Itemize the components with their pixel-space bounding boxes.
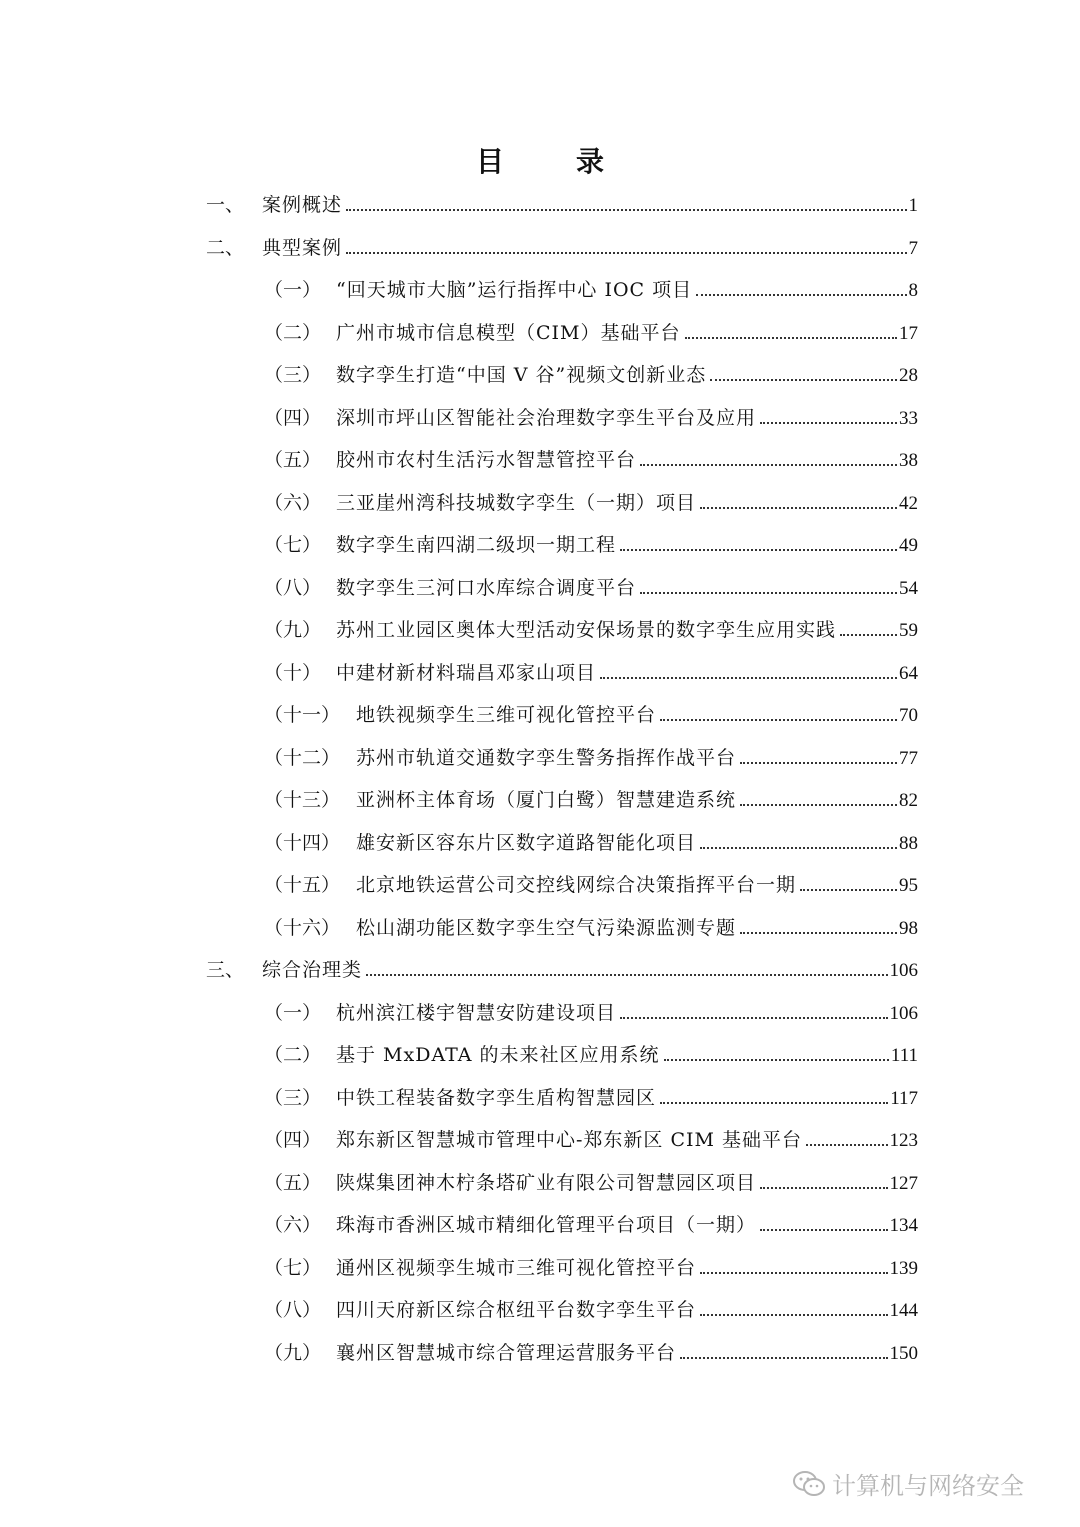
toc-leader (840, 633, 897, 636)
toc-entry[interactable] (264, 275, 918, 302)
toc-leader (760, 1228, 887, 1231)
toc-title: 广州市城市信息模型（CIM）基础平台 (336, 321, 681, 344)
toc-number: （一） (264, 1001, 322, 1024)
toc-entry[interactable] (264, 1338, 918, 1365)
toc-title: 襄州区智慧城市综合管理运营服务平台 (336, 1341, 677, 1364)
toc-leader (700, 506, 897, 509)
toc-entry[interactable] (264, 700, 918, 727)
toc-leader (740, 803, 897, 806)
toc-title: 中建材新材料瑞昌邓家山项目 (336, 661, 597, 684)
toc-leader (700, 846, 897, 849)
toc-leader (640, 463, 897, 466)
toc-title: 数字孪生打造“中国 V 谷”视频文创新业态 (336, 364, 707, 386)
toc-page-number: 82 (899, 790, 918, 811)
toc-title: 陕煤集团神木柠条塔矿业有限公司智慧园区项目 (336, 1171, 757, 1194)
toc-page-number: 38 (899, 450, 918, 471)
toc-number: （九） (264, 619, 322, 641)
toc-leader (696, 293, 906, 296)
toc-number: （四） (264, 406, 322, 429)
toc-number: （九） (264, 1341, 322, 1364)
toc-title: 亚洲杯主体育场（厦门白鹭）智慧建造系统 (356, 789, 737, 811)
toc-page-number: 54 (899, 577, 918, 599)
toc-entry[interactable] (264, 445, 918, 472)
wechat-icon (792, 1470, 826, 1498)
toc-entry[interactable] (264, 785, 918, 812)
toc-title: 雄安新区容东片区数字道路智能化项目 (356, 831, 697, 854)
toc-number: （十二） (264, 746, 341, 769)
toc-number: （十） (264, 661, 322, 684)
toc-entry[interactable] (264, 1040, 918, 1067)
toc-entry[interactable] (264, 658, 918, 685)
toc-number: （十三） (264, 789, 341, 811)
toc-title: 综合治理类 (262, 959, 363, 981)
toc-page-number: 1 (908, 195, 918, 216)
toc-entry[interactable] (264, 870, 918, 897)
toc-leader (620, 1016, 887, 1019)
toc-number: （一） (264, 279, 322, 301)
toc-leader (664, 1058, 889, 1061)
toc-number: （十四） (264, 831, 341, 854)
toc-leader (760, 421, 897, 424)
toc-page-number: 134 (889, 1215, 918, 1236)
toc-number: （二） (264, 321, 322, 344)
toc-section[interactable] (206, 233, 918, 260)
toc-page-number: 70 (899, 705, 918, 726)
toc-title: 深圳市坪山区智能社会治理数字孪生平台及应用 (336, 406, 757, 429)
toc-entry[interactable] (264, 1083, 918, 1110)
toc-entry[interactable] (264, 318, 918, 345)
toc-number: （五） (264, 449, 322, 471)
toc-title: 案例概述 (262, 194, 343, 216)
toc-page-number: 106 (889, 960, 918, 981)
toc-title: 苏州市轨道交通数字孪生警务指挥作战平台 (356, 746, 737, 769)
toc-number: （二） (264, 1044, 322, 1066)
toc-page-number: 42 (899, 492, 918, 514)
toc-number: 三、 (206, 959, 245, 981)
toc-title: 杭州滨江楼宇智慧安防建设项目 (336, 1001, 617, 1024)
toc-leader (660, 1101, 888, 1104)
toc-entry[interactable] (264, 828, 918, 855)
toc-title: 郑东新区智慧城市管理中心-郑东新区 CIM 基础平台 (336, 1129, 802, 1151)
toc-number: 二、 (206, 236, 245, 259)
toc-leader (640, 591, 897, 594)
toc-number: （三） (264, 364, 322, 386)
toc-entry[interactable] (264, 360, 918, 387)
toc-entry[interactable] (264, 1295, 918, 1322)
toc-page-number: 7 (908, 237, 918, 259)
toc-page-number: 144 (889, 1300, 918, 1321)
toc-leader (366, 973, 887, 976)
toc-number: （十一） (264, 704, 341, 726)
toc-page-number: 95 (899, 875, 918, 896)
toc-page-number: 106 (889, 1002, 918, 1024)
toc-title: “回天城市大脑”运行指挥中心 IOC 项目 (336, 279, 693, 301)
toc-leader (685, 336, 898, 339)
toc-number: （五） (264, 1171, 322, 1194)
toc-page-number: 88 (899, 832, 918, 854)
toc-page-number: 150 (889, 1342, 918, 1364)
toc-page-number: 28 (899, 365, 918, 386)
toc-section[interactable] (206, 190, 918, 217)
toc-number: （四） (264, 1129, 322, 1151)
toc-page-number: 49 (899, 535, 918, 556)
toc-number: （七） (264, 534, 322, 556)
toc-number: （七） (264, 1256, 322, 1279)
toc-title: 典型案例 (262, 236, 343, 259)
toc-page-number: 98 (899, 917, 918, 939)
toc-leader (700, 1313, 887, 1316)
toc-entry[interactable] (264, 743, 918, 770)
toc-entry[interactable] (264, 1253, 918, 1280)
toc-leader (346, 251, 906, 254)
toc-leader (600, 676, 897, 679)
toc-page-number: 117 (890, 1087, 918, 1109)
toc-number: （八） (264, 576, 322, 599)
toc-number: 一、 (206, 194, 245, 216)
toc-entry[interactable] (264, 1125, 918, 1152)
page-title: 目 录 (475, 145, 626, 178)
toc-title: 胶州市农村生活污水智慧管控平台 (336, 449, 637, 471)
toc-leader (620, 548, 897, 551)
watermark (792, 1466, 1024, 1501)
toc-page-number: 111 (890, 1045, 918, 1066)
toc-number: （六） (264, 1214, 322, 1236)
toc-entry[interactable] (264, 573, 918, 600)
toc-entry[interactable] (264, 913, 918, 940)
toc-title: 三亚崖州湾科技城数字孪生（一期）项目 (336, 491, 697, 514)
toc-number: （八） (264, 1299, 322, 1321)
toc-page-number: 33 (899, 407, 918, 429)
toc-page-number: 123 (889, 1130, 918, 1151)
toc-title: 数字孪生南四湖二级坝一期工程 (336, 534, 617, 556)
toc-leader (806, 1143, 888, 1146)
toc-number: （三） (264, 1086, 322, 1109)
toc-page-number: 64 (899, 662, 918, 684)
toc-leader (700, 1271, 887, 1274)
toc-title: 珠海市香洲区城市精细化管理平台项目（一期） (336, 1214, 757, 1236)
toc-entry[interactable] (264, 530, 918, 557)
toc-page-number: 17 (899, 322, 918, 344)
toc-title: 松山湖功能区数字孪生空气污染源监测专题 (356, 916, 737, 939)
toc-leader (800, 888, 897, 891)
toc-number: （六） (264, 491, 322, 514)
toc-title: 地铁视频孪生三维可视化管控平台 (356, 704, 657, 726)
toc-leader (760, 1186, 887, 1189)
toc-title: 中铁工程装备数字孪生盾构智慧园区 (336, 1086, 657, 1109)
toc-entry[interactable] (264, 998, 918, 1025)
watermark-text: 计算机与网络安全 (832, 1472, 1024, 1500)
toc-title: 苏州工业园区奥体大型活动安保场景的数字孪生应用实践 (336, 619, 837, 641)
toc-page-number: 139 (889, 1257, 918, 1279)
toc-page-number: 77 (899, 747, 918, 769)
toc-entry[interactable] (264, 1210, 918, 1237)
toc-entry[interactable] (264, 1168, 918, 1195)
toc-entry[interactable] (264, 488, 918, 515)
toc-page-number: 127 (889, 1172, 918, 1194)
toc-title: 四川天府新区综合枢纽平台数字孪生平台 (336, 1299, 697, 1321)
toc-section[interactable] (206, 955, 918, 982)
toc-entry[interactable] (264, 403, 918, 430)
toc-leader (740, 761, 897, 764)
toc-title: 北京地铁运营公司交控线网综合决策指挥平台一期 (356, 874, 797, 896)
toc-title: 数字孪生三河口水库综合调度平台 (336, 576, 637, 599)
toc-leader (346, 208, 906, 211)
toc-entry[interactable] (264, 615, 918, 642)
toc-leader (710, 378, 897, 381)
toc-leader (680, 1356, 887, 1359)
toc-leader (660, 718, 897, 721)
toc-number: （十六） (264, 916, 341, 939)
toc-title: 基于 MxDATA 的未来社区应用系统 (336, 1044, 660, 1066)
toc-number: （十五） (264, 874, 341, 896)
toc-leader (740, 931, 897, 934)
toc-title: 通州区视频孪生城市三维可视化管控平台 (336, 1256, 697, 1279)
toc-page-number: 8 (908, 280, 918, 301)
toc-page-number: 59 (899, 620, 918, 641)
